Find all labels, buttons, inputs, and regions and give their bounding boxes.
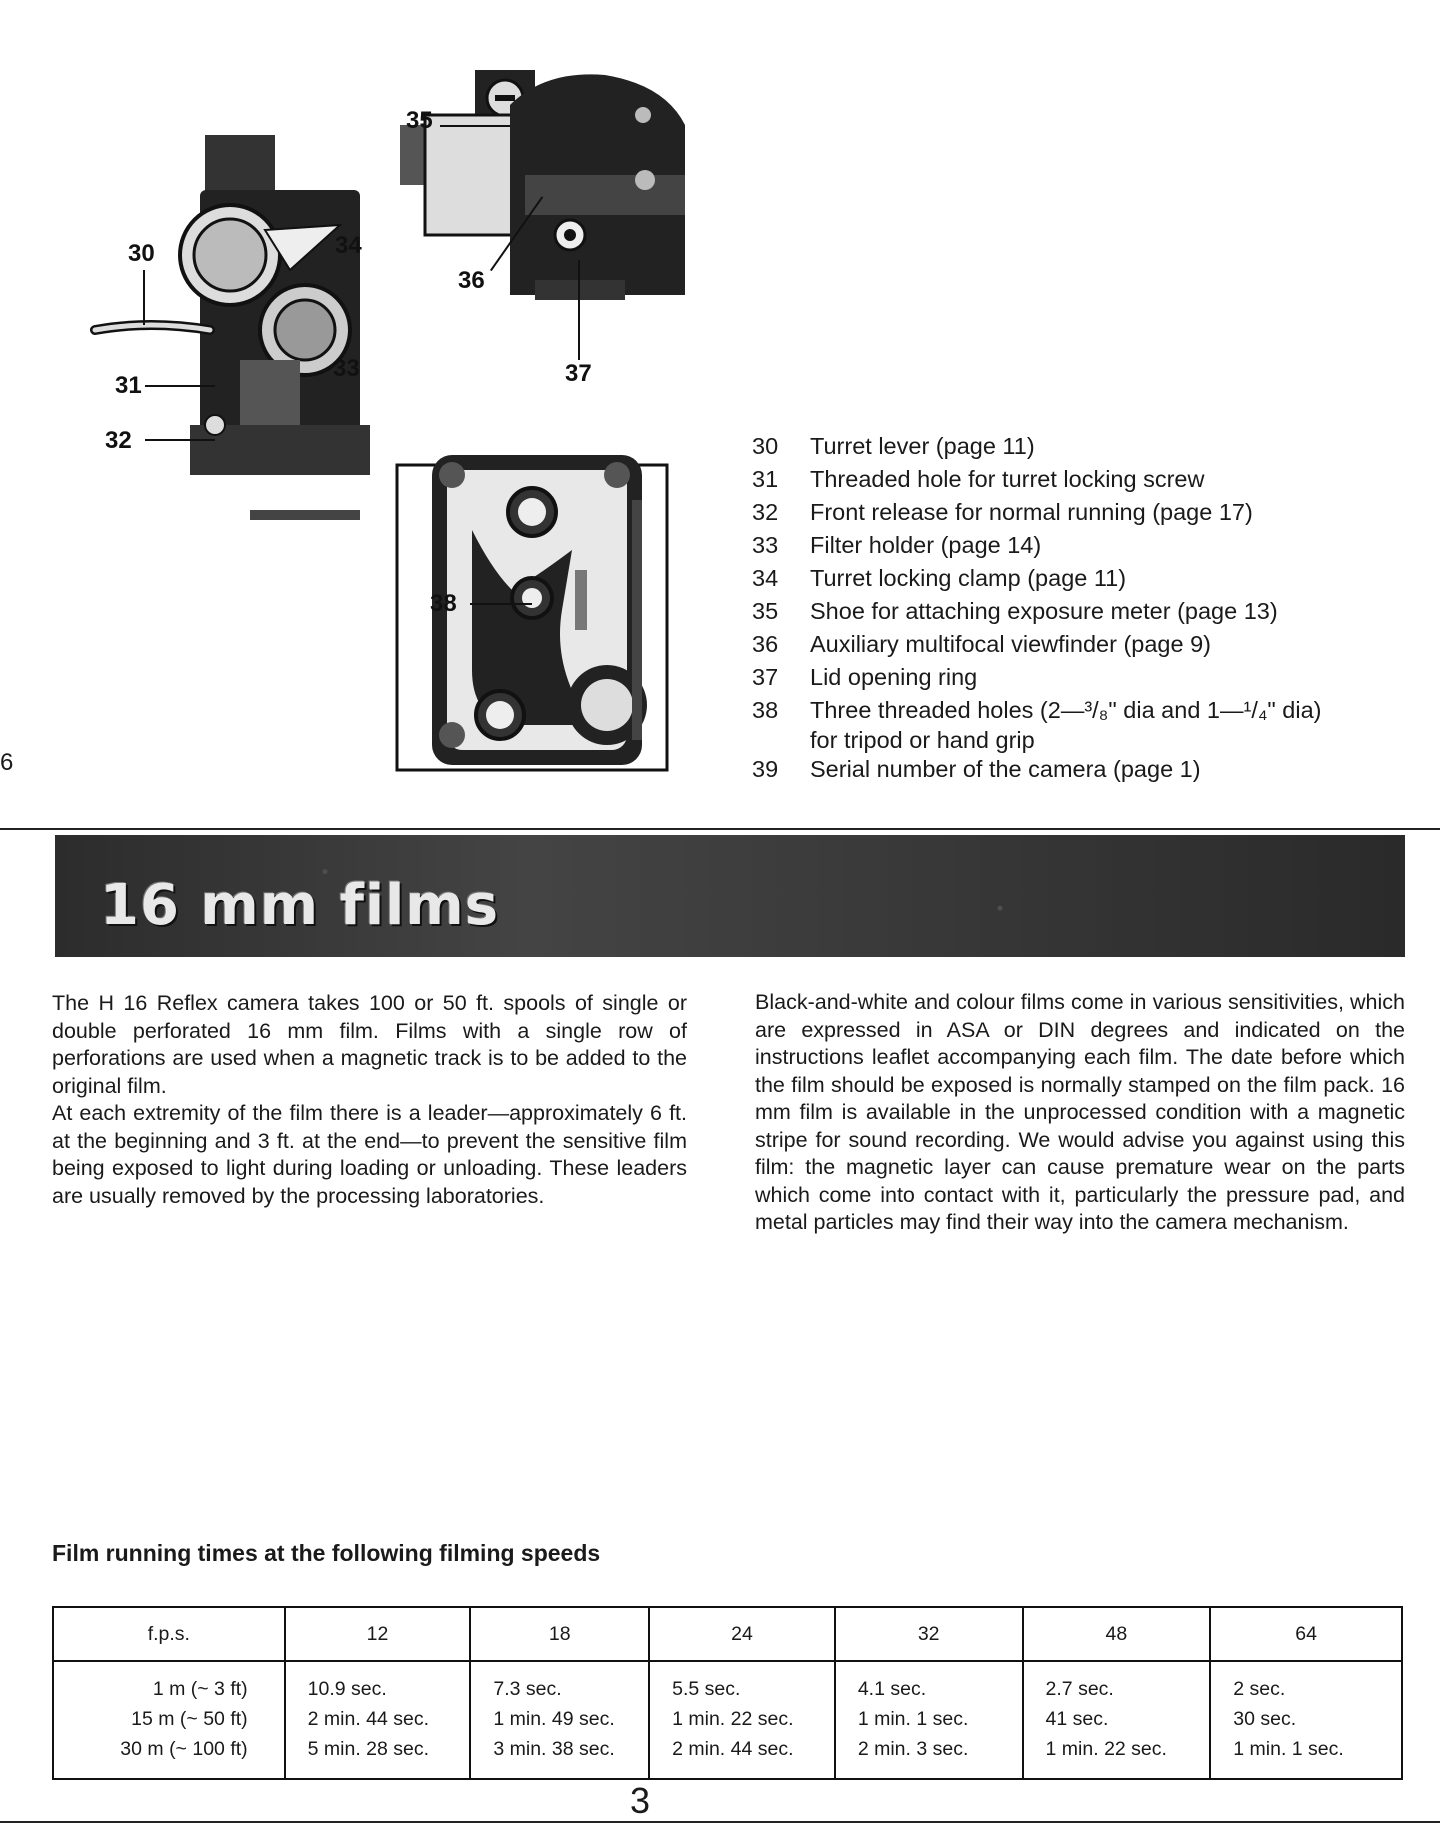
legend-number: 30 [752,433,779,459]
table-header-row [53,1607,1402,1661]
camera-front-illustration [90,125,400,525]
cell-line: 1 min. 1 sec. [857,1708,969,1730]
column-header: 18 [470,1607,649,1661]
section-banner [55,835,1405,957]
legend-number: 35 [752,598,779,624]
page-number-bottom: 3 [630,1780,651,1821]
paragraph: The H 16 Reflex camera takes 100 or 50 ft. spools of single or double perforated 16 mm film. Films with a single row of perforations are used when a magnetic track is to be added to the original film. [52,991,687,1098]
table-cell [835,1661,1023,1779]
column-header: 12 [285,1607,471,1661]
legend-number: 33 [752,532,779,558]
leader-line-38 [470,603,532,605]
legend-item [752,496,1422,529]
cell-line: 4.1 sec. [857,1678,927,1700]
column-header: 24 [649,1607,835,1661]
cell-line: 3 min. 38 sec. [493,1738,615,1760]
legend-item [752,628,1422,661]
cell-line: 10.9 sec. [307,1678,387,1700]
divider [0,1821,1440,1823]
legend-item [752,753,1422,786]
cell-line: 1 min. 22 sec. [672,1708,794,1730]
legend-text-line1: Three threaded holes (2—³/₈" dia and 1—¹/₄" dia) [810,697,1322,723]
running-times-table [52,1606,1403,1780]
cell-line: 1 min. 49 sec. [493,1708,615,1730]
camera-side-illustration [395,65,705,385]
callout-31: 31 [115,372,142,399]
cell-line: 1 min. 22 sec. [1045,1738,1167,1760]
cell-line: 1 min. 1 sec. [1233,1738,1344,1760]
legend-text: Threaded hole for turret locking screw [810,466,1205,492]
legend-item [752,595,1422,628]
column-header: 48 [1023,1607,1211,1661]
body-column-right [755,989,1405,1237]
legend-item [752,661,1422,694]
column-header: 32 [835,1607,1023,1661]
leader-line-30 [143,270,145,325]
table-heading: Film running times at the following filming speeds [52,1540,601,1566]
legend-number: 39 [752,756,779,782]
body-column-left [52,990,687,1210]
callout-38: 38 [430,590,457,617]
cell-line: 5 min. 28 sec. [307,1738,430,1760]
parts-legend [752,430,1422,786]
cell-line: 15 m (~ 50 ft) [131,1708,248,1730]
cell-line: 1 m (~ 3 ft) [152,1678,248,1700]
legend-item [752,562,1422,595]
legend-text: Shoe for attaching exposure meter (page 13) [810,598,1278,624]
legend-text-line2: for tripod or hand grip [810,727,1035,753]
table-cell [649,1661,835,1779]
page-number-left: 6 [0,749,14,776]
cell-line: 2.7 sec. [1045,1678,1114,1700]
callout-34: 34 [335,232,362,259]
legend-text: Front release for normal running (page 17) [810,499,1253,525]
cell-line: 2 sec. [1233,1678,1286,1700]
legend-number: 34 [752,565,779,591]
callout-32: 32 [105,427,132,454]
cell-line: 41 sec. [1045,1708,1109,1730]
legend-number: 32 [752,499,779,525]
paragraph: Black-and-white and colour films come in various sensitivities, which are expressed in ASA or DIN degrees and indicated on the instructions leaflet accompanying each film. The date before which the film should be exposed is normally stamped on the film pack. 16 mm film is available in the unprocessed condition with a magnetic stripe for sound recording. We would advise you against using this film: the magnetic layer can cause premature wear on the parts which come into contact with it, particularly the pressure pad, and metal particles may find their way into the camera mechanism. [755,990,1405,1234]
legend-number: 36 [752,631,779,657]
table-cell [470,1661,649,1779]
legend-text: Turret locking clamp (page 11) [810,565,1127,591]
leader-line-37 [578,260,580,360]
cell-line: 2 min. 44 sec. [307,1708,430,1730]
table-cell [285,1661,471,1779]
callout-35: 35 [406,107,433,134]
cell-line: 7.3 sec. [493,1678,562,1700]
table-cell [53,1661,285,1779]
legend-item [752,430,1422,463]
legend-text: Filter holder (page 14) [810,532,1042,558]
callout-36: 36 [458,267,485,294]
legend-text: Auxiliary multifocal viewfinder (page 9) [810,631,1211,657]
paragraph: At each extremity of the film there is a leader—approximately 6 ft. at the beginning and 3 ft. at the end—to prevent the sensitive film being exposed to light during loading or unloading. These leaders are usually removed by the processing laboratories. [52,1101,687,1208]
cell-line: 5.5 sec. [672,1678,741,1700]
cell-line: 2 min. 3 sec. [857,1738,969,1760]
legend-text: Serial number of the camera (page 1) [810,756,1201,782]
legend-number: 38 [752,697,779,723]
leader-line-35 [440,125,510,127]
leader-line-32 [145,439,215,441]
legend-number: 37 [752,664,779,690]
table-cell [1210,1661,1402,1779]
legend-text: Lid opening ring [810,664,978,690]
legend-item [752,529,1422,562]
legend-item [752,463,1422,496]
leader-line-31 [145,385,215,387]
legend-text [810,694,1422,753]
cell-line: 30 m (~ 100 ft) [120,1738,248,1760]
callout-30: 30 [128,240,155,267]
column-header: 64 [1210,1607,1402,1661]
legend-text: Turret lever (page 11) [810,433,1035,459]
table-cell [1023,1661,1211,1779]
section-title: 16 mm films [100,873,500,938]
legend-number: 31 [752,466,779,492]
table-row [53,1661,1402,1779]
cell-line: 30 sec. [1233,1708,1297,1730]
cell-line: 2 min. 44 sec. [672,1738,794,1760]
divider [0,828,1440,830]
callout-33: 33 [333,355,360,382]
legend-item [752,694,1422,753]
column-header: f.p.s. [53,1607,285,1661]
callout-37: 37 [565,360,592,387]
